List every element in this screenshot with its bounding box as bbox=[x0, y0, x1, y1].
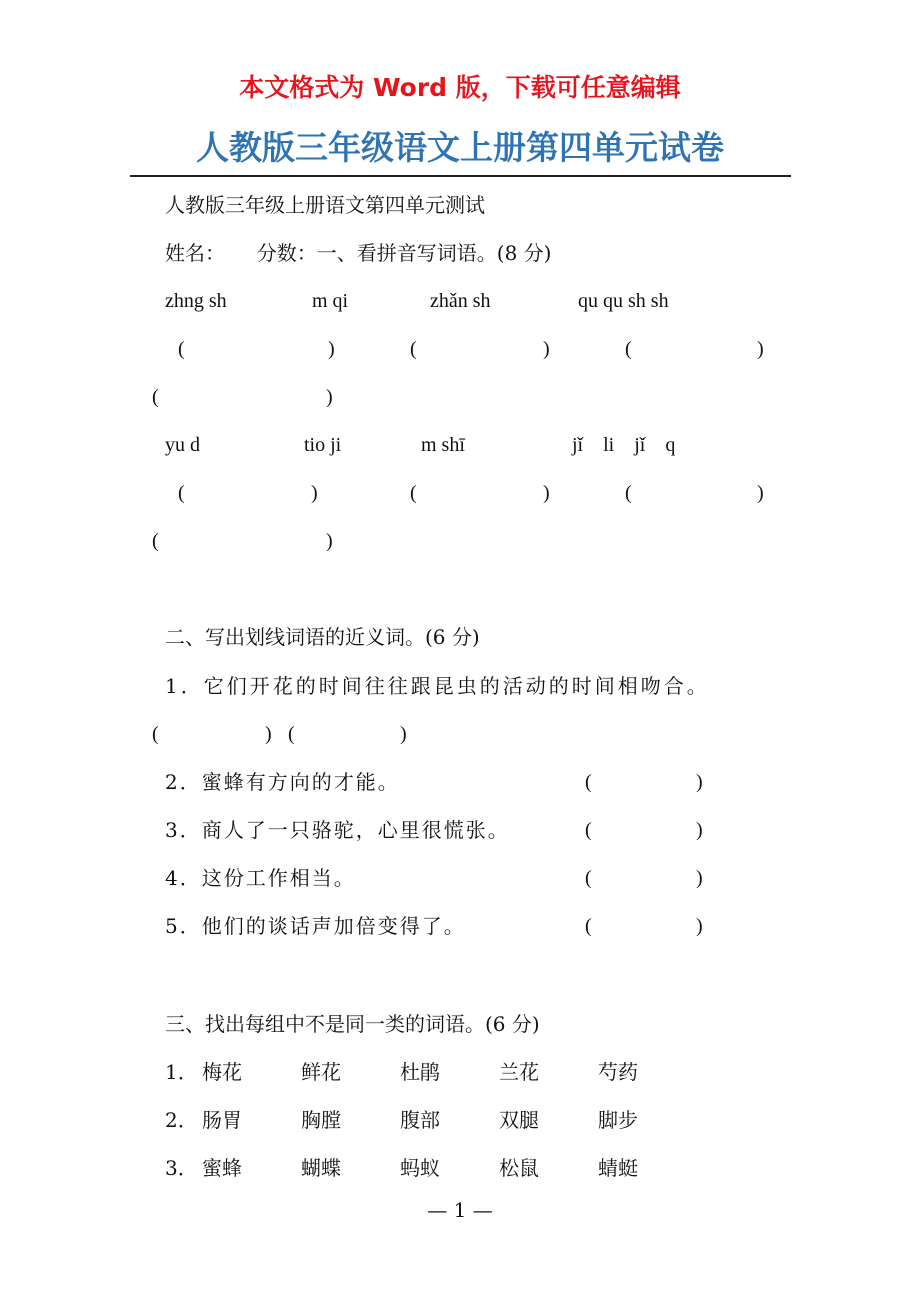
answer-paren-close: ) bbox=[543, 482, 550, 504]
answer-paren-open: ( bbox=[410, 482, 417, 504]
answer-paren-close: ) bbox=[696, 771, 703, 793]
answer-paren-close: ) bbox=[400, 723, 407, 745]
subtitle: 人教版三年级上册语文第四单元测试 bbox=[165, 193, 485, 217]
answer-paren-close: ) bbox=[326, 386, 333, 408]
word: 肠胃 bbox=[202, 1108, 242, 1132]
format-banner: 本文格式为 Word 版，下载可任意编辑 bbox=[239, 73, 681, 102]
section3-heading: 三、找出每组中不是同一类的词语。(6 分) bbox=[165, 1012, 540, 1036]
document-title: 人教版三年级语文上册第四单元试卷 bbox=[196, 128, 724, 167]
answer-paren-open: ( bbox=[152, 530, 159, 552]
word: 蚂蚁 bbox=[400, 1156, 440, 1180]
answer-paren-close: ) bbox=[265, 723, 272, 745]
group-number: 3． bbox=[165, 1156, 198, 1180]
answer-paren-close: ) bbox=[696, 819, 703, 841]
answer-paren-close: ) bbox=[328, 338, 335, 360]
word: 鲜花 bbox=[301, 1060, 341, 1084]
answer-paren-close: ) bbox=[757, 338, 764, 360]
word: 芍药 bbox=[598, 1060, 638, 1084]
answer-paren-close: ) bbox=[543, 338, 550, 360]
answer-paren-open: ( bbox=[585, 819, 592, 841]
pinyin-7: m shī bbox=[421, 434, 465, 456]
pinyin-8: jǐ li jǐ q bbox=[572, 434, 676, 456]
word: 杜鹃 bbox=[400, 1060, 440, 1084]
answer-paren-open: ( bbox=[625, 482, 632, 504]
synonym-item-3: 3．商人了一只骆驼，心里很慌张。 bbox=[165, 818, 510, 842]
word: 兰花 bbox=[499, 1060, 539, 1084]
answer-paren-close: ) bbox=[326, 530, 333, 552]
synonym-item-2: 2．蜜蜂有方向的才能。 bbox=[165, 770, 400, 794]
answer-paren-open: ( bbox=[625, 338, 632, 360]
synonym-item-5: 5．他们的谈话声加倍变得了。 bbox=[165, 914, 466, 938]
answer-paren-open: ( bbox=[585, 915, 592, 937]
page-number: — 1 — bbox=[427, 1198, 493, 1222]
word: 梅花 bbox=[202, 1060, 242, 1084]
pinyin-2: m qi bbox=[312, 290, 349, 312]
answer-paren-close: ) bbox=[696, 867, 703, 889]
answer-paren-open: ( bbox=[410, 338, 417, 360]
answer-paren-open: ( bbox=[585, 867, 592, 889]
section2-heading: 二、写出划线词语的近义词。(6 分) bbox=[165, 625, 480, 649]
group-number: 2． bbox=[165, 1108, 198, 1132]
answer-paren-open: ( bbox=[178, 338, 185, 360]
answer-paren-open: ( bbox=[288, 723, 295, 745]
pinyin-4: qu qu sh sh bbox=[578, 290, 669, 312]
pinyin-3: zhǎn sh bbox=[430, 290, 491, 312]
word: 脚步 bbox=[598, 1108, 638, 1132]
answer-paren-open: ( bbox=[178, 482, 185, 504]
pinyin-5: yu d bbox=[165, 434, 200, 456]
word: 胸膛 bbox=[301, 1108, 341, 1132]
synonym-item-1: 1．它们开花的时间往往跟昆虫的活动的时间相吻合。 bbox=[165, 674, 710, 698]
answer-paren-open: ( bbox=[585, 771, 592, 793]
pinyin-1: zhng sh bbox=[165, 290, 227, 312]
answer-paren-open: ( bbox=[152, 386, 159, 408]
name-score-line: 姓名： 分数：一、看拼音写词语。(8 分) bbox=[165, 241, 552, 265]
answer-paren-open: ( bbox=[152, 723, 159, 745]
synonym-item-4: 4．这份工作相当。 bbox=[165, 866, 356, 890]
word: 蜜蜂 bbox=[202, 1156, 242, 1180]
pinyin-6: tio ji bbox=[304, 434, 342, 456]
word: 腹部 bbox=[400, 1108, 440, 1132]
word: 松鼠 bbox=[499, 1156, 539, 1180]
answer-paren-close: ) bbox=[757, 482, 764, 504]
answer-paren-close: ) bbox=[696, 915, 703, 937]
word: 双腿 bbox=[499, 1108, 539, 1132]
group-number: 1． bbox=[165, 1060, 198, 1084]
title-divider bbox=[130, 175, 791, 177]
word: 蜻蜓 bbox=[598, 1156, 638, 1180]
word: 蝴蝶 bbox=[301, 1156, 341, 1180]
answer-paren-close: ) bbox=[311, 482, 318, 504]
